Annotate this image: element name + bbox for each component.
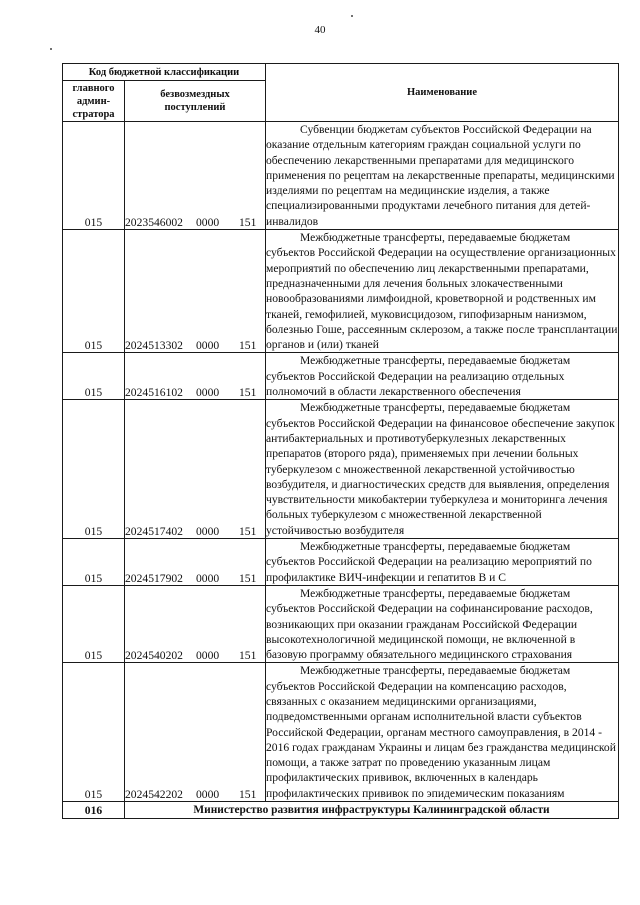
revenue-name: Межбюджетные трансферты, передаваемые бюджетам субъектов Российской Федерации на реализацию отдельных полномочий в области лекарственного обеспечения <box>266 353 619 400</box>
scan-speck <box>351 15 353 17</box>
code-group-header: Код бюджетной классификации <box>63 64 266 81</box>
revenue-code: 2024516102 0000 151 <box>125 353 266 400</box>
revenue-code: 2024540202 0000 151 <box>125 585 266 662</box>
table-row-ministry <box>63 802 619 819</box>
table-row <box>63 585 619 662</box>
table-row <box>63 539 619 586</box>
admin-code: 015 <box>63 353 125 400</box>
revenue-name: Межбюджетные трансферты, передаваемые бюджетам субъектов Российской Федерации на финансовое обеспечение закупок антибактериальных и противотуберкулезных лекарственных препаратов (второго ряда), применяемых при лечении больных туберкулезом с множественной лекарственной устойчивостью возбудителя, и диагностических средств для выявления, определения чувствительности микобактерии туберкулеза и мониторинга лечения больных туберкулезом с множественной лекарственной устойчивостью возбудителя <box>266 400 619 539</box>
admin-code: 016 <box>63 802 125 819</box>
scan-speck <box>50 48 52 50</box>
revenue-name: Межбюджетные трансферты, передаваемые бюджетам субъектов Российской Федерации на реализацию мероприятий по профилактике ВИЧ-инфекции и гепатитов В и С <box>266 539 619 586</box>
revenue-name: Межбюджетные трансферты, передаваемые бюджетам субъектов Российской Федерации на осуществление организационных мероприятий по обеспечению лиц лекарственными препаратами, предназначенными для лечения больных злокачественными новообразованиями лимфоидной, кроветворной и родственных им тканей, гемофилией, муковисцидозом, гипофизарным нанизмом, болезнью Гоше, рассеянным склерозом, а также после трансплантации органов и (или) тканей <box>266 231 618 352</box>
revenue-column-header: безвозмездных поступлений <box>125 81 266 122</box>
admin-code: 015 <box>63 663 125 802</box>
table-row <box>63 230 619 353</box>
revenue-name: Межбюджетные трансферты, передаваемые бюджетам субъектов Российской Федерации на софинансирование расходов, возникающих при оказании гражданам Российской Федерации высокотехнологичной медицинской помощи, не включенной в базовую программу обязательного медицинского страхования <box>266 585 619 662</box>
admin-code: 015 <box>63 400 125 539</box>
table-row <box>63 353 619 400</box>
admin-column-header: главного админ- стратора <box>63 81 125 122</box>
table-row <box>63 400 619 539</box>
budget-classification-table <box>62 63 619 819</box>
page-number: 40 <box>314 24 326 36</box>
revenue-code: 2024517902 0000 151 <box>125 539 266 586</box>
revenue-name: Субвенции бюджетам субъектов Российской Федерации на оказание отдельным категориям граждан социальной услуги по обеспечению лекарственными препаратами для медицинского применения по рецептам на лекарственные препараты, медицинскими изделиями по рецептам на медицинские изделия, а также специализированными продуктами лечебного питания для детей-инвалидов <box>266 122 619 230</box>
admin-code: 015 <box>63 122 125 230</box>
revenue-code: 2024513302 0000 151 <box>125 230 266 353</box>
name-column-header: Наименование <box>266 64 619 122</box>
table-row <box>63 663 619 802</box>
revenue-code: 2024542202 0000 151 <box>125 663 266 802</box>
admin-code: 015 <box>63 585 125 662</box>
admin-code: 015 <box>63 539 125 586</box>
revenue-code: 2023546002 0000 151 <box>125 122 266 230</box>
revenue-code: 2024517402 0000 151 <box>125 400 266 539</box>
table-row <box>63 122 619 230</box>
ministry-heading: Министерство развития инфраструктуры Калининградской области <box>125 802 619 819</box>
admin-code: 015 <box>63 230 125 353</box>
revenue-name: Межбюджетные трансферты, передаваемые бюджетам субъектов Российской Федерации на компенсацию расходов, связанных с оказанием медицинскими организациями, подведомственными органам исполнительной власти субъектов Российской Федерации, органам местного самоуправления, в 2014 - 2016 годах гражданам Украины и лицам без гражданства медицинской помощи, а также затрат по проведению указанным лицам профилактических прививок, включенных в календарь профилактических прививок по эпидемическим показаниям <box>266 663 619 802</box>
